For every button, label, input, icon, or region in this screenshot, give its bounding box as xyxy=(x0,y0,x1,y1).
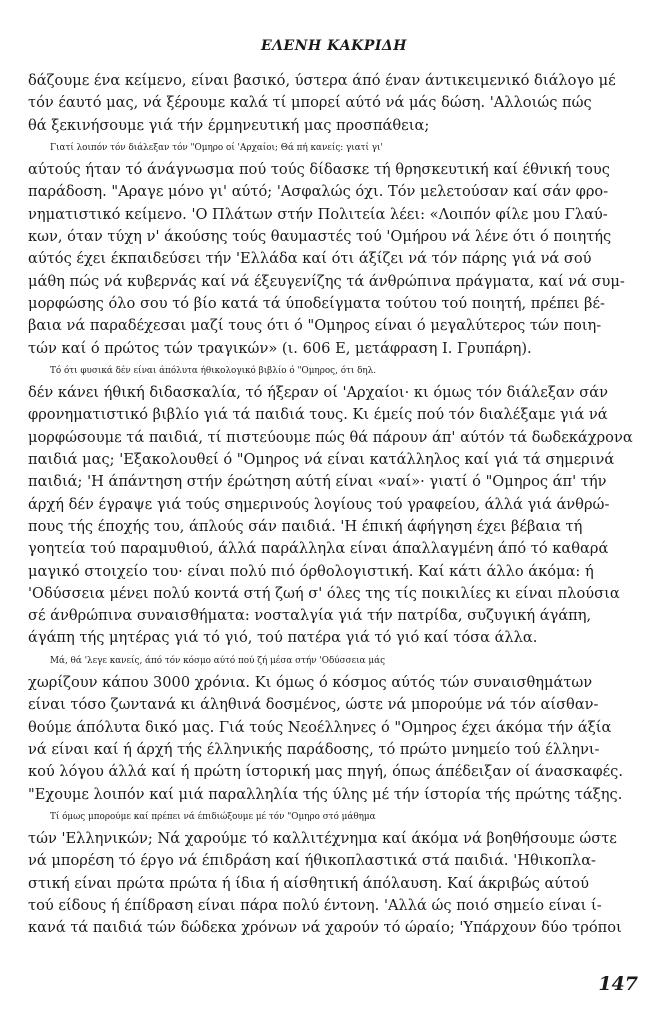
text-line: Μά, θά 'λεγε κανείς, άπό τόν κόσμο αύτό πού ζή μέσα στήν 'Οδύσσεια μάς xyxy=(50,655,385,666)
text-line: τού είδους ή έπίδραση είναι πάρα πολύ έντονη. 'Αλλά ώς ποιό σημείο είναι ί- xyxy=(28,896,602,914)
text-line: στική είναι πρώτα πρώτα ή ίδια ή αίσθητική άπόλαυση. Καί άκριβώς αύτού xyxy=(28,874,589,892)
page-number: 147 xyxy=(598,973,638,995)
text-line: κανά τά παιδιά τών δώδεκα χρόνων νά χαρούν τό ώραίο; 'Υπάρχουν δύο τρόποι xyxy=(28,919,622,937)
text-line: χωρίζουν κάπου 3000 χρόνια. Κι όμως ό κόσμος αύτός τών συναισθημάτων xyxy=(28,674,593,692)
text-line: μορφώσουμε τά παιδιά, τί πιστεύουμε πώς θά πάρουν άπ' αύτόν τά δωδεκάχρονα xyxy=(28,428,633,446)
text-line: μορφώσης όλο σου τό βίο κατά τά ύποδείγματα τούτου τού ποιητή, πρέπει βέ- xyxy=(28,294,605,312)
text-line: θούμε άπόλυτα δικό μας. Γιά τούς Νεοέλληνες ό "Ομηρος έχει άκόμα τήν άξία xyxy=(28,718,612,736)
text-line: μαγικό στοιχείο του· είναι πολύ πιό όρθολογιστική. Καί κάτι άλλο άκόμα: ή xyxy=(28,562,594,580)
text-line: τών καί ό πρώτος τών τραγικών» (ι. 606 Ε, μετάφραση Ι. Γρυπάρη). xyxy=(28,339,532,357)
text-line: πους τής έποχής του, άπλούς σάν παιδιά. 'Η έπική άφήγηση έχει βέβαια τή xyxy=(28,517,583,535)
text-line: παιδιά; 'Η άπάντηση στήν έρώτηση αύτή είναι «ναί»· γιατί ό "Ομηρος άπ' τήν xyxy=(28,473,607,491)
text-line: Τί όμως μπορούμε καί πρέπει νά έπιδιώξουμε μέ τόν "Ομηρο στό μάθημα xyxy=(50,811,376,822)
text-line: δέν κάνει ήθική διδασκαλία, τό ήξεραν οί 'Αρχαίοι· κι όμως τόν διάλεξαν σάν xyxy=(28,384,608,402)
text-line: άγάπη τής μητέρας γιά τό γιό, τού πατέρα γιά τό γιό καί τόσα άλλα. xyxy=(28,629,538,647)
text-line: φρονηματιστικό βιβλίο γιά τά παιδιά τους. Κι έμείς πού τόν διαλέξαμε γιά νά xyxy=(28,406,608,424)
text-line: νά είναι καί ή άρχή τής έλληνικής παράδοσης, τό πρώτο μνημείο τού έλληνι- xyxy=(28,740,600,758)
running-header: ΕΛΕΝΗ ΚΑΚΡΙΔΗ xyxy=(261,38,407,54)
text-line: "Εχουμε λοιπόν καί μιά παραλληλία τής ύλης μέ τήν ίστορία τής πρώτης τάξης. xyxy=(28,785,623,803)
text-line: τών 'Ελληνικών; Νά χαρούμε τό καλλιτέχνημα καί άκόμα νά βοηθήσουμε ώστε xyxy=(28,830,617,848)
text-line: παιδιά μας; 'Εξακολουθεί ό "Ομηρος νά είναι κατάλληλος καί γιά τά σημερινά xyxy=(28,451,615,469)
body-text xyxy=(28,70,648,940)
text-line: Γιατί λοιπόν τόν διάλεξαν τόν "Ομηρο οί 'Αρχαίοι; Θά πή κανείς: γιατί γι' xyxy=(50,142,383,153)
text-line: μάθη πώς νά κυβερνάς καί νά έξευγενίζης τά άνθρώπινα πράγματα, καί νά συμ- xyxy=(28,272,625,290)
text-line: τόν έαυτό μας, νά ξέρουμε καλά τί μπορεί αύτό νά μάς δώση. 'Αλλοιώς πώς xyxy=(28,94,592,112)
text-line: κού λόγου άλλά καί ή πρώτη ίστορική μας πηγή, όπως άπέδειξαν οί άνασκαφές. xyxy=(28,763,623,781)
text-line: δάζουμε ένα κείμενο, είναι βασικό, ύστερα άπό έναν άντικειμενικό διάλογο μέ xyxy=(28,72,616,89)
text-line: βαια νά παραδέχεσαι μαζί τους ότι ό "Ομηρος είναι ό μεγαλύτερος τών ποιη- xyxy=(28,317,602,335)
text-line: νά μπορέση τό έργο νά έπιδράση καί ήθικοπλαστικά στά παιδιά. 'Ηθικοπλα- xyxy=(28,852,596,870)
text-line: σέ άνθρώπινα συναισθήματα: νοσταλγία γιά τήν πατρίδα, συζυγική άγάπη, xyxy=(28,607,592,625)
text-line: γοητεία τού παραμυθιού, άλλά παράλληλα είναι άπαλλαγμένη άπό τό καθαρά xyxy=(28,540,609,558)
text-line: είναι τόσο ζωντανά κι άληθινά δοσμένος, ώστε νά μπορούμε νά τόν αίσθαν- xyxy=(28,696,599,714)
text-line: άρχή δέν έγραψε γιά τούς σημερινούς λογίους τού γραφείου, άλλά γιά άνθρώ- xyxy=(28,495,610,513)
text-line: κων, όταν τύχη ν' άκούσης τούς θαυμαστές τού 'Ομήρου νά λένε ότι ό ποιητής xyxy=(28,228,612,246)
text-line: αύτούς ήταν τό άνάγνωσμα πού τούς δίδασκε τή θρησκευτική καί έθνική τους xyxy=(28,161,610,179)
text-line: νηματιστικό κείμενο. 'Ο Πλάτων στήν Πολιτεία λέει: «Λοιπόν φίλε μου Γλαύ- xyxy=(28,205,608,223)
text-line: αύτός έχει έκπαιδεύσει τήν 'Ελλάδα καί ότι άξίζει νά τόν πάρης γιά νά σού xyxy=(28,250,592,268)
text-line: παράδοση. "Αραγε μόνο γι' αύτό; 'Ασφαλώς όχι. Τόν μελετούσαν καί σάν φρο- xyxy=(28,183,609,201)
text-line: 'Οδύσσεια μένει πολύ κοντά στή ζωή σ' όλες της τίς ποικιλίες κι είναι πλούσια xyxy=(28,584,620,602)
text-line: θά ξεκινήσουμε γιά τήν έρμηνευτική μας προσπάθεια; xyxy=(28,116,430,134)
text-line: Τό ότι φυσικά δέν είναι άπόλυτα ήθικολογικό βιβλίο ό "Ομηρος, ότι δηλ. xyxy=(50,365,377,376)
